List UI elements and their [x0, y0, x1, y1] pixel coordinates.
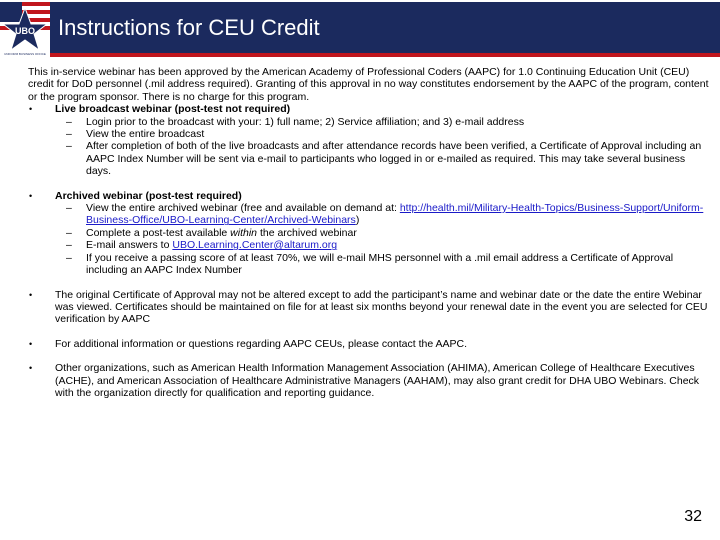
learning-center-email-link[interactable]: UBO.Learning.Center@altarum.org — [172, 239, 338, 252]
bullet-live-broadcast — [28, 103, 710, 177]
bullet-original-certificate — [28, 289, 710, 326]
archived-item-view-suffix: ) — [355, 214, 360, 227]
slide-header — [0, 0, 720, 58]
archived-item-passing-score: If you receive a passing score of at least 70%, we will e-mail MHS personnel with a .mil email address a Certificate of Approval including an AAPC Index Number — [86, 251, 674, 277]
bullet-marker: • — [29, 363, 33, 374]
other-organizations-text: Other organizations, such as American Health Information Management Association (AHIMA), American College of Healthcare Executives (ACHE), and American Association of Healthcare Administrative Managers (AAHAM), may also grant credit for DHA UBO Webinars. Check with the organization directly for qualification and reporting guidance. — [55, 362, 700, 399]
archived-item-posttest-emphasis: within — [230, 226, 258, 239]
bullet-additional-info — [28, 338, 710, 350]
page-number: 32 — [684, 508, 702, 525]
list-item: – E-mail answers to UBO.Learning.Center@altarum.org — [66, 239, 338, 252]
list-item: – View the entire broadcast — [66, 128, 205, 141]
live-broadcast-heading: Live broadcast webinar (post-test not required) — [55, 103, 291, 116]
archived-webinar-heading: Archived webinar (post-test required) — [55, 189, 242, 202]
live-item-login: Login prior to the broadcast with your: 1) full name; 2) Service affiliation; and 3) e-mail address — [86, 115, 525, 128]
logo-subtext: UNIFORM BUSINESS OFFICE — [4, 52, 46, 56]
list-item: – After completion of both of the live broadcasts and after attendance records have been verified, a Certificate of Approval including an AAPC Index Number will be sent via e-mail to participants who logged in or e-mailed as required. This may take several business days. — [66, 140, 702, 178]
archived-item-email-prefix: E-mail answers to — [86, 239, 173, 252]
additional-info-text: For additional information or questions regarding AAPC CEUs, please contact the AAPC. — [55, 337, 468, 350]
header-divider — [50, 53, 720, 57]
ubo-logo — [0, 0, 50, 58]
list-item: – Login prior to the broadcast with your: 1) full name; 2) Service affiliation; and 3) e-mail address — [66, 115, 525, 128]
bullet-marker: • — [29, 289, 33, 300]
archived-webinars-link[interactable]: http://health.mil/Military-Health-Topics/Business-Support/Uniform-Business-Office/UBO-Learning-Center/Archived-Webinars — [86, 202, 704, 227]
slide-body — [28, 66, 710, 411]
list-item: – View the entire archived webinar (free and available on demand at: http://health.mil/Military-Health-Topics/Business-Support/Uniform-Business-Office/UBO-Learning-Center/Archived-Webinars) — [66, 202, 704, 227]
archived-item-posttest-suffix: the archived webinar — [257, 226, 357, 239]
bullet-marker: • — [29, 190, 33, 201]
bullet-archived-webinar — [28, 190, 710, 277]
logo-text: UBO — [15, 26, 35, 36]
bullet-marker: • — [29, 338, 33, 349]
page-title: Instructions for CEU Credit — [58, 15, 320, 40]
intro-paragraph: This in-service webinar has been approved by the American Academy of Professional Coders (AAPC) for 1.0 Continuing Education Unit (CEU) credit for DoD personnel (.mil address required). Granting of this approval in no way constitutes endorsement by the AAPC of the program, content or the program sponsor. There is no charge for this program. — [28, 66, 709, 103]
original-certificate-text: The original Certificate of Approval may not be altered except to add the participant’s name and webinar date or the date the entire Webinar was viewed. Certificates should be maintained on file for at least six months beyond your renewal date in the event you are selected for CEU verification by AAPC — [55, 288, 708, 326]
title-bar — [50, 2, 720, 53]
archived-item-posttest-prefix: Complete a post-test available — [86, 226, 231, 239]
live-item-view: View the entire broadcast — [86, 128, 205, 141]
list-item: – Complete a post-test available within the archived webinar — [66, 226, 357, 239]
archived-item-view-prefix: View the entire archived webinar (free and available on demand at: — [86, 202, 400, 215]
bullet-marker: • — [29, 104, 33, 115]
list-item: – If you receive a passing score of at least 70%, we will e-mail MHS personnel with a .mil email address a Certificate of Approval including an AAPC Index Number — [66, 251, 674, 277]
live-item-certificate: After completion of both of the live broadcasts and after attendance records have been verified, a Certificate of Approval including an AAPC Index Number will be sent via e-mail to participants who logged in or e-mailed as required. This may take several business days. — [86, 140, 702, 178]
bullet-other-organizations — [28, 362, 710, 399]
